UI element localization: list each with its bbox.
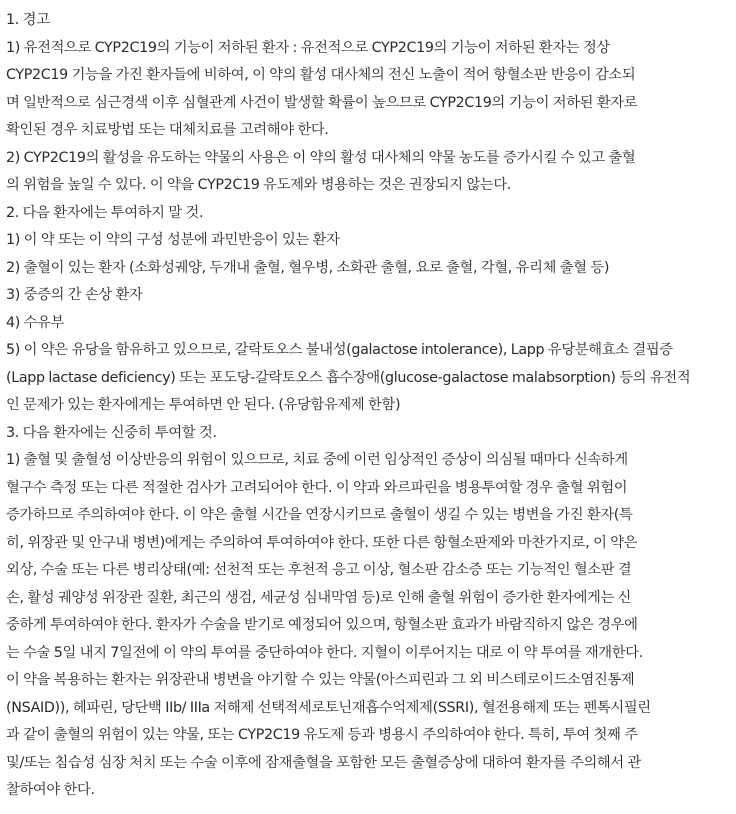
section-heading-precautions: 3. 다음 환자에는 신중히 투여할 것. [6,424,217,441]
text-line: 증가하므로 주의하여야 한다. 이 약은 출혈 시간을 연장시키므로 출혈이 생길 수 있는 병변을 가진 환자(특 [6,507,633,523]
text-line: (NSAID)), 헤파린, 당단백 IIb/ IIIa 저해제 선택적세로토닌재흡수억제제(SSRI), 혈전용해제 또는 펜톡시필린 [6,699,651,716]
text-line: 인 문제가 있는 환자에게는 투여하면 안 된다. (유당함유제제 한함) [6,397,401,413]
text-line: 는 수술 5일 내지 7일전에 이 약의 투여를 중단하여야 한다. 지혈이 이루어지는 대로 이 약 투여를 재개한다. [6,644,643,661]
document-body [6,7,730,805]
text-line: CYP2C19 기능을 가진 환자들에 비하여, 이 약의 활성 대사체의 전신 노출이 적어 항혈소판 반응이 감소되 [6,67,636,83]
text-line: 확인된 경우 치료방법 또는 대체치료를 고려해야 한다. [6,122,329,138]
text-line: 외상, 수술 또는 다른 병리상태(예: 선천적 또는 후천적 응고 이상, 혈소판 감소증 또는 기능적인 혈소판 결 [6,562,632,578]
text-line: 1) 유전적으로 CYP2C19의 기능이 저하된 환자 : 유전적으로 CYP2C19의 기능이 저하된 환자는 정상 [6,39,610,56]
section-heading-warnings: 1. 경고 [6,12,50,28]
text-line: 및/또는 침습성 심장 처치 또는 수술 이후에 잠재출혈을 포함한 모든 출혈증상에 대하여 환자를 주의해서 관 [6,754,642,771]
text-line: 이 약을 복용하는 환자는 위장관내 병변을 야기할 수 있는 약물(아스피린과 그 외 비스테로이드소염진통제 [6,672,635,688]
text-line: 혈구수 측정 또는 다른 적절한 검사가 고려되어야 한다. 이 약과 와르파린을 병용투여할 경우 출혈 위험이 [6,479,628,496]
text-line: 1) 출혈 및 출혈성 이상반응의 위험이 있으므로, 치료 중에 이런 임상적인 증상이 의심될 때마다 신속하게 [6,452,628,468]
text-line: 찰하여야 한다. [6,782,95,798]
text-line: 5) 이 약은 유당을 함유하고 있으므로, 갈락토오스 불내성(galactose intolerance), Lapp 유당분해효소 결핍증 [6,342,673,358]
text-line: (Lapp lactase deficiency) 또는 포도당-갈락토오스 흡수장애(glucose-galactose malabsorption) 등의 유전적 [6,369,691,386]
text-line: 의 위험을 높일 수 있다. 이 약을 CYP2C19 유도제와 병용하는 것은 권장되지 않는다. [6,177,511,193]
text-line: 3) 중증의 간 손상 환자 [6,287,143,303]
text-line: 손, 활성 궤양성 위장관 질환, 최근의 생검, 세균성 심내막염 등)로 인해 출혈 위험이 증가한 환자에게는 신 [6,589,632,606]
text-line: 중하게 투여하여야 한다. 환자가 수술을 받기로 예정되어 있으며, 항혈소판 효과가 바람직하지 않은 경우에 [6,617,638,633]
section-heading-contraindications: 2. 다음 환자에는 투여하지 말 것. [6,204,204,221]
text-line: 히, 위장관 및 안구내 병변)에게는 주의하여 투여하여야 한다. 또한 다른 항혈소판제와 마찬가지로, 이 약은 [6,534,638,551]
text-line: 2) 출혈이 있는 환자 (소화성궤양, 두개내 출혈, 혈우병, 소화관 출혈, 요로 출혈, 각혈, 유리체 출혈 등) [6,259,610,276]
text-line: 과 같이 출혈의 위험이 있는 약물, 또는 CYP2C19 유도제 등과 병용시 주의하여야 한다. 특히, 투여 첫째 주 [6,727,638,743]
text-line: 2) CYP2C19의 활성을 유도하는 약물의 사용은 이 약의 활성 대사체의 약물 농도를 증가시킬 수 있고 출혈 [6,149,636,166]
text-line: 며 일반적으로 심근경색 이후 심혈관계 사건이 발생할 확률이 높으므로 CYP2C19의 기능이 저하된 환자로 [6,94,638,111]
text-line: 1) 이 약 또는 이 약의 구성 성분에 과민반응이 있는 환자 [6,232,340,248]
text-line: 4) 수유부 [6,314,65,331]
